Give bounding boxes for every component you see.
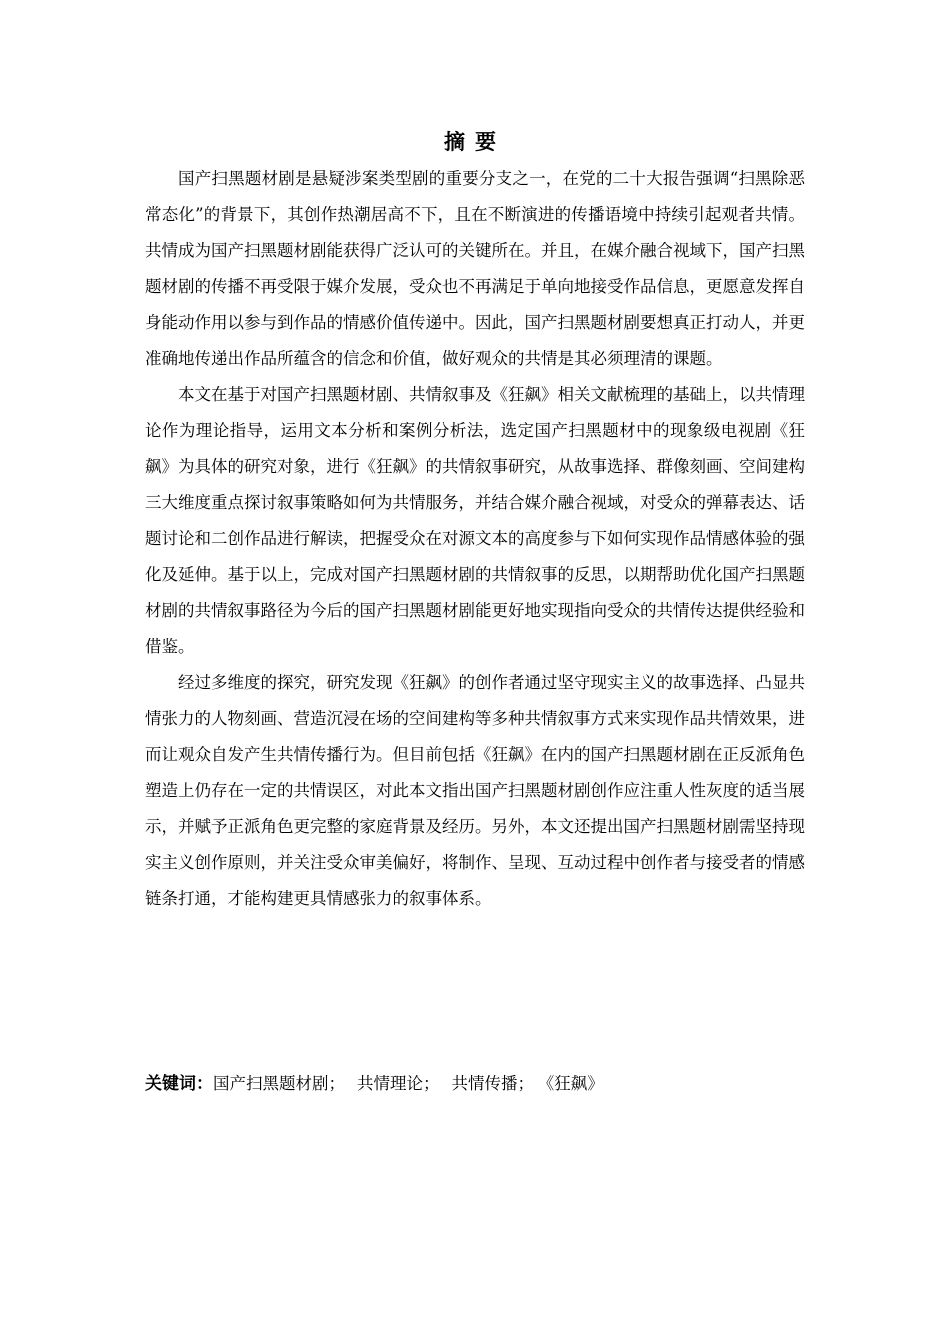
keyword-item: 共情传播； bbox=[451, 1074, 534, 1093]
keyword-item: 《狂飙》 bbox=[546, 1074, 604, 1093]
keywords-line bbox=[145, 1066, 805, 1102]
keyword-item: 国产扫黑题材剧； bbox=[213, 1074, 345, 1093]
abstract-paragraph-1: 国产扫黑题材剧是悬疑涉案类型剧的重要分支之一，在党的二十大报告强调“扫黑除恶常态化”的背景下，其创作热潮居高不下，且在不断演进的传播语境中持续引起观者共情。共情成为国产扫黑题材剧能获得广泛认可的关键所在。并且，在媒介融合视域下，国产扫黑题材剧的传播不再受限于媒介发展，受众也不再满足于单向地接受作品信息，更愿意发挥自身能动作用以参与到作品的情感价值传递中。因此，国产扫黑题材剧要想真正打动人，并更准确地传递出作品所蕴含的信念和价值，做好观众的共情是其必须理清的课题。 bbox=[145, 169, 805, 368]
keywords-label: 关键词： bbox=[145, 1074, 213, 1094]
abstract-paragraph-2: 本文在基于对国产扫黑题材剧、共情叙事及《狂飙》相关文献梳理的基础上，以共情理论作为理论指导，运用文本分析和案例分析法，选定国产扫黑题材中的现象级电视剧《狂飙》为具体的研究对象，进行《狂飙》的共情叙事研究，从故事选择、群像刻画、空间建构三大维度重点探讨叙事策略如何为共情服务，并结合媒介融合视域，对受众的弹幕表达、话题讨论和二创作品进行解读，把握受众在对源文本的高度参与下如何实现作品情感体验的强化及延伸。基于以上，完成对国产扫黑题材剧的共情叙事的反思，以期帮助优化国产扫黑题材剧的共情叙事路径为今后的国产扫黑题材剧能更好地实现指向受众的共情传达提供经验和借鉴。 bbox=[145, 385, 805, 656]
keyword-item: 共情理论； bbox=[357, 1074, 440, 1093]
abstract-paragraph-3: 经过多维度的探究，研究发现《狂飙》的创作者通过坚守现实主义的故事选择、凸显共情张力的人物刻画、营造沉浸在场的空间建构等多种共情叙事方式来实现作品共情效果，进而让观众自发产生共情传播行为。但目前包括《狂飙》在内的国产扫黑题材剧在正反派角色塑造上仍存在一定的共情误区，对此本文指出国产扫黑题材剧创作应注重人性灰度的适当展示，并赋予正派角色更完整的家庭背景及经历。另外，本文还提出国产扫黑题材剧需坚持现实主义创作原则，并关注受众审美偏好，将制作、呈现、互动过程中创作者与接受者的情感链条打通，才能构建更具情感张力的叙事体系。 bbox=[145, 673, 805, 908]
abstract-body bbox=[145, 161, 805, 917]
abstract-title: 摘要 bbox=[444, 130, 506, 154]
